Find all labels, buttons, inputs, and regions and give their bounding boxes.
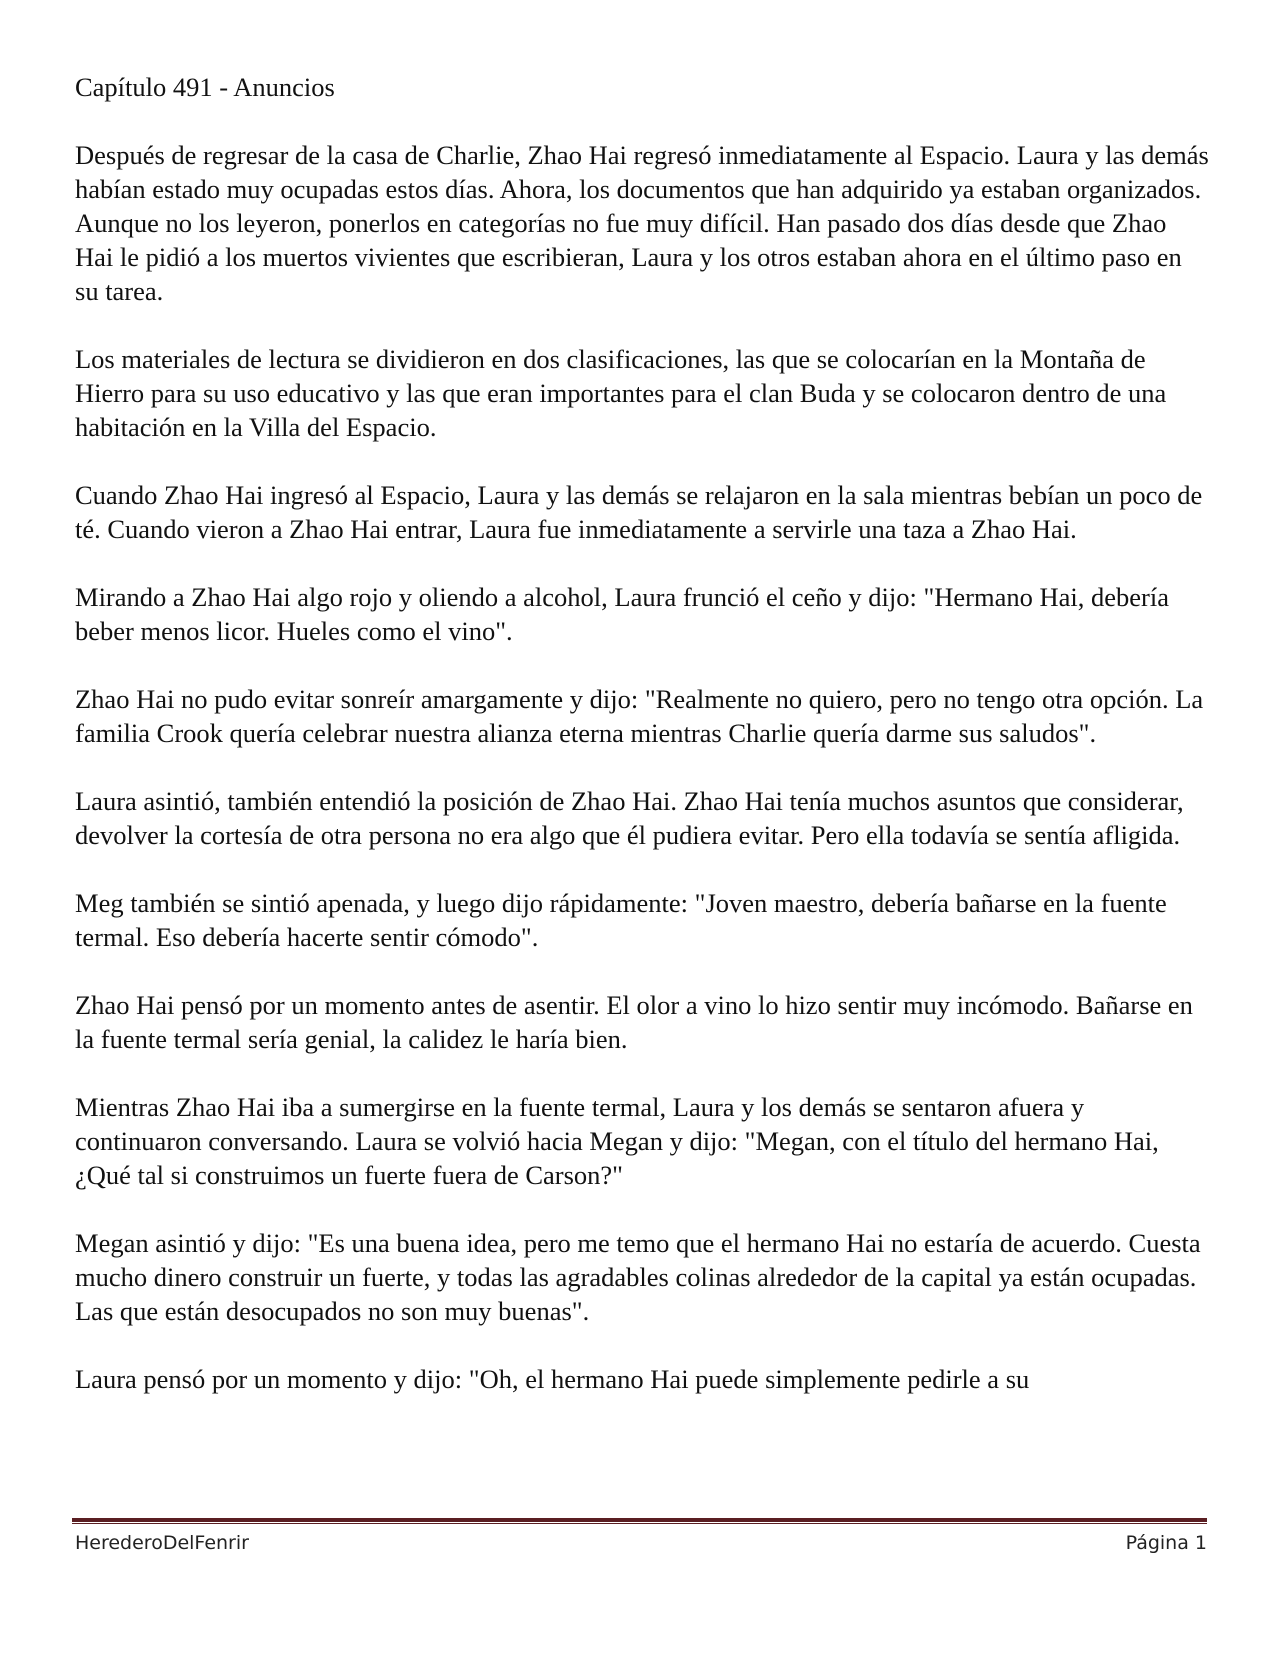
paragraph-1: Después de regresar de la casa de Charlie, Zhao Hai regresó inmediatamente al Espacio. Laura y las demás habían estado muy ocupadas estos días. Ahora, los documentos que han adquirido ya estaban organizados. Aunque no los leyeron, ponerlos en categorías no fue muy difícil. Han pasado dos días desde que Zhao Hai le pidió a los muertos vivientes que escribieran, Laura y los otros estaban ahora en el último paso en su tarea. (75, 140, 1209, 306)
paragraph-8: Zhao Hai pensó por un momento antes de asentir. El olor a vino lo hizo sentir muy incómodo. Bañarse en la fuente termal sería genial, la calidez le haría bien. (75, 990, 1193, 1054)
paragraph-7: Meg también se sintió apenada, y luego dijo rápidamente: "Joven maestro, debería bañarse en la fuente termal. Eso debería hacerte sentir cómodo". (75, 888, 1167, 952)
paragraph-9: Mientras Zhao Hai iba a sumergirse en la fuente termal, Laura y los demás se sentaron afuera y continuaron conversando. Laura se volvió hacia Megan y dijo: "Megan, con el título del hermano Hai, ¿Qué tal si construimos un fuerte fuera de Carson?" (75, 1092, 1159, 1190)
paragraph-4: Mirando a Zhao Hai algo rojo y oliendo a alcohol, Laura frunció el ceño y dijo: "Hermano Hai, debería beber menos licor. Hueles como el vino". (75, 582, 1169, 646)
paragraph-2: Los materiales de lectura se dividieron en dos clasificaciones, las que se colocarían en la Montaña de Hierro para su uso educativo y las que eran importantes para el clan Buda y se colocaron dentro de una habitación en la Villa del Espacio. (75, 344, 1167, 442)
footer-divider (72, 1518, 1207, 1524)
document-body (75, 70, 1210, 1396)
paragraph-10: Megan asintió y dijo: "Es una buena idea, pero me temo que el hermano Hai no estaría de acuerdo. Cuesta mucho dinero construir un fuerte, y todas las agradables colinas alrededor de la capital ya están ocupadas. Las que están desocupados no son muy buenas". (75, 1228, 1201, 1326)
paragraph-3: Cuando Zhao Hai ingresó al Espacio, Laura y las demás se relajaron en la sala mientras bebían un poco de té. Cuando vieron a Zhao Hai entrar, Laura fue inmediatamente a servirle una taza a Zhao Hai. (75, 480, 1203, 544)
page-number: Página 1 (1125, 1532, 1207, 1554)
chapter-title: Capítulo 491 - Anuncios (75, 72, 335, 102)
footer-author: HerederoDelFenrir (75, 1532, 249, 1554)
paragraph-5: Zhao Hai no pudo evitar sonreír amargamente y dijo: "Realmente no quiero, pero no tengo otra opción. La familia Crook quería celebrar nuestra alianza eterna mientras Charlie quería darme sus saludos". (75, 684, 1204, 748)
paragraph-6: Laura asintió, también entendió la posición de Zhao Hai. Zhao Hai tenía muchos asuntos que considerar, devolver la cortesía de otra persona no era algo que él pudiera evitar. Pero ella todavía se sentía afligida. (75, 786, 1184, 850)
paragraph-11: Laura pensó por un momento y dijo: "Oh, el hermano Hai puede simplemente pedirle a su (75, 1364, 1030, 1394)
